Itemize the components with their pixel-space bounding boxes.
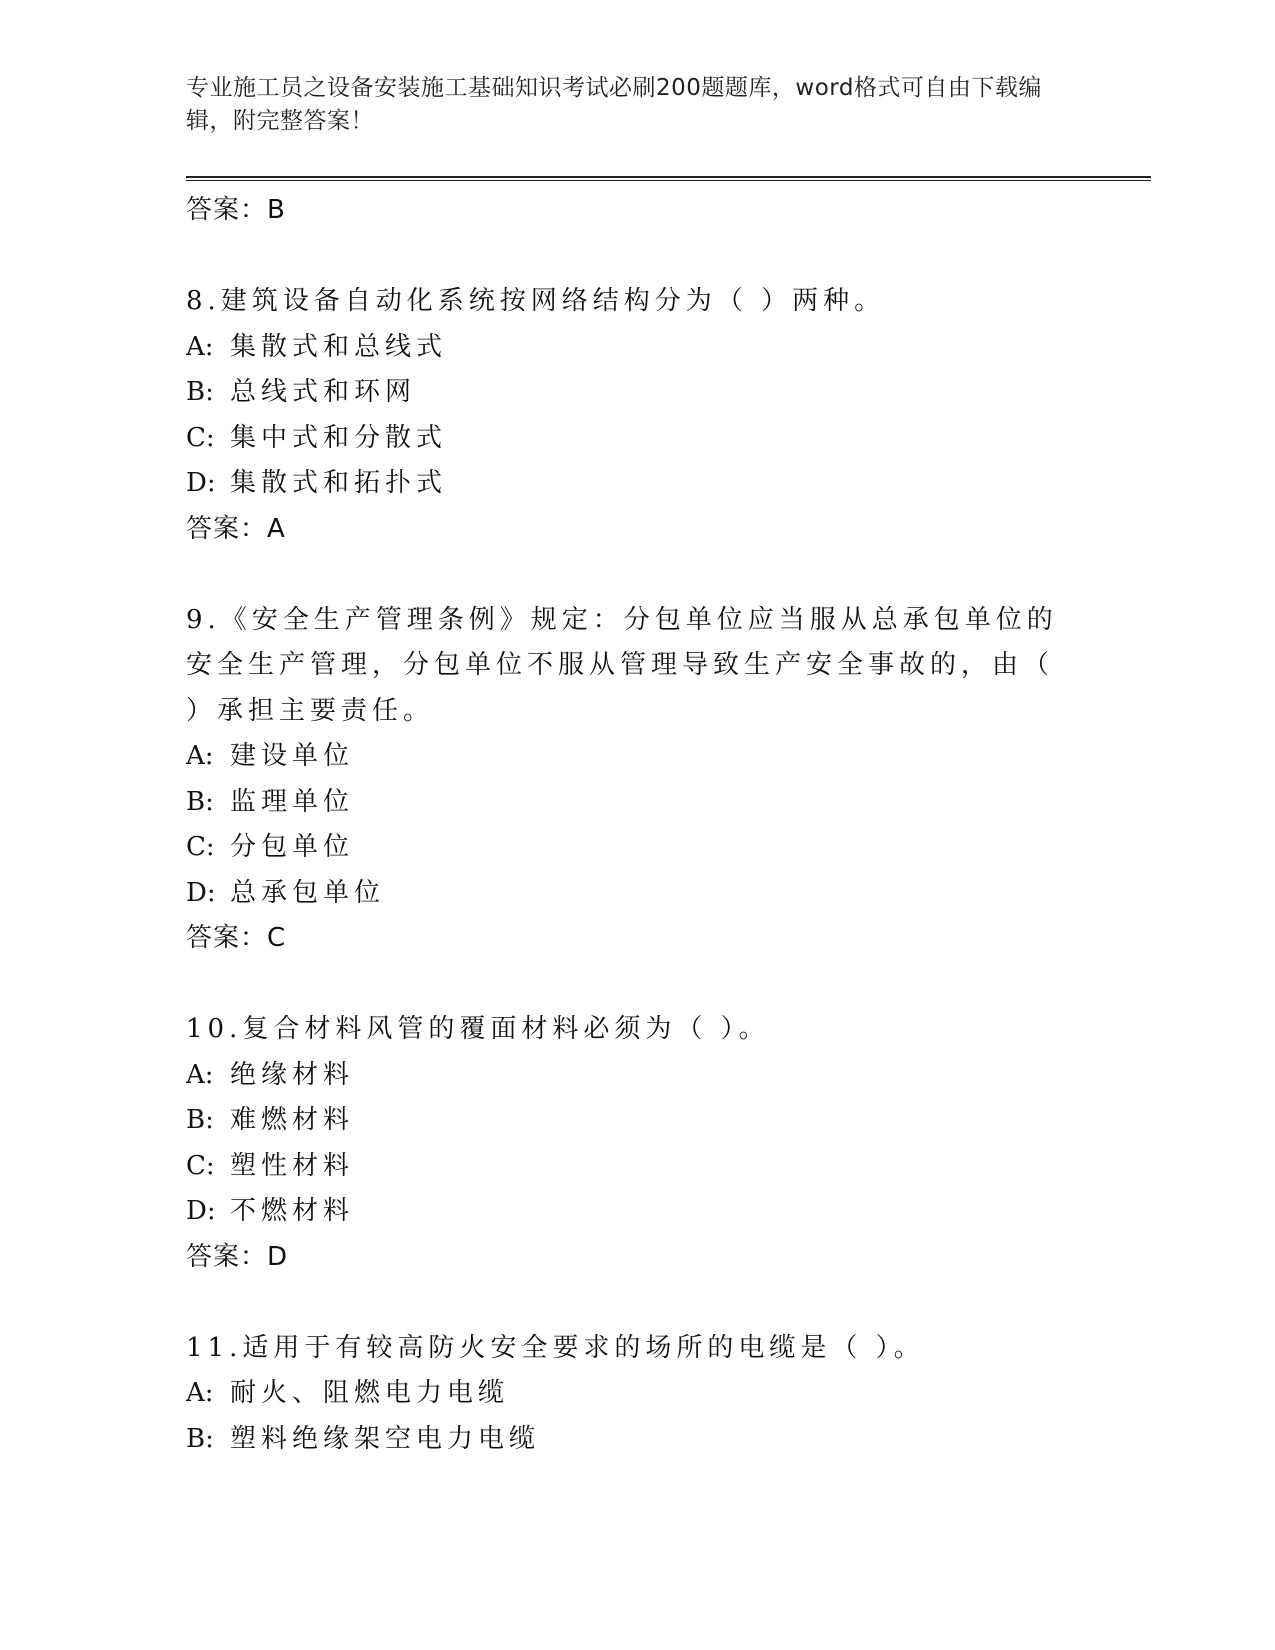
option-d — [186, 871, 1086, 917]
option-text: 难燃材料 — [230, 1105, 355, 1135]
option-key: A: — [186, 1059, 214, 1090]
option-key: C: — [186, 1150, 215, 1181]
question-9 — [186, 598, 1086, 962]
spacer — [186, 1280, 1086, 1326]
header-divider — [186, 176, 1151, 181]
option-b — [186, 370, 1086, 416]
answer-line: 答案：C — [186, 923, 287, 953]
option-text: 塑性材料 — [230, 1150, 355, 1181]
question-11 — [186, 1326, 1086, 1463]
option-c — [186, 416, 1086, 462]
option-a — [186, 325, 1086, 371]
question-8 — [186, 279, 1086, 552]
spacer — [186, 234, 1086, 280]
option-c — [186, 1144, 1086, 1190]
question-stem: 9.《安全生产管理条例》规定：分包单位应当服从总承包单位的安全生产管理，分包单位不服从管理导致生产安全事故的，由（ ）承担主要责任。 — [186, 604, 1058, 726]
option-c — [186, 825, 1086, 871]
option-key: D: — [186, 1196, 216, 1226]
option-key: B: — [186, 1105, 214, 1135]
option-key: B: — [186, 786, 214, 817]
option-text: 集中式和分散式 — [230, 422, 448, 453]
question-10 — [186, 1007, 1086, 1280]
option-a — [186, 1371, 1086, 1417]
option-b — [186, 1098, 1086, 1144]
option-key: C: — [186, 832, 215, 862]
option-b — [186, 780, 1086, 826]
option-text: 总线式和环网 — [230, 377, 417, 407]
question-list — [186, 188, 1086, 1462]
option-key: D: — [186, 468, 216, 498]
option-key: A: — [186, 331, 214, 362]
option-key: A: — [186, 1378, 214, 1408]
option-text: 总承包单位 — [230, 877, 386, 908]
page-header-title: 专业施工员之设备安装施工基础知识考试必刷200题题库，word格式可自由下载编辑，附完整答案！ — [186, 75, 1042, 134]
answer-line: 答案：D — [186, 1241, 289, 1272]
question-stem: 10.复合材料风管的覆面材料必须为（ ）。 — [186, 1014, 770, 1044]
spacer — [186, 962, 1086, 1008]
answer-line: 答案：B — [186, 195, 286, 225]
option-text: 监理单位 — [230, 786, 355, 817]
spacer — [186, 552, 1086, 598]
option-key: B: — [186, 1423, 214, 1454]
option-text: 分包单位 — [230, 832, 355, 862]
answer-line: 答案：A — [186, 513, 286, 544]
option-text: 建设单位 — [230, 741, 355, 771]
option-key: D: — [186, 877, 216, 908]
option-d — [186, 1189, 1086, 1235]
question-stem: 11.适用于有较高防火安全要求的场所的电缆是（ ）。 — [186, 1332, 925, 1363]
option-d — [186, 461, 1086, 507]
option-key: B: — [186, 377, 214, 407]
option-key: C: — [186, 422, 215, 453]
option-b — [186, 1417, 1086, 1463]
option-text: 集散式和拓扑式 — [230, 468, 448, 498]
option-text: 绝缘材料 — [230, 1059, 355, 1090]
option-a — [186, 734, 1086, 780]
option-text: 集散式和总线式 — [230, 331, 448, 362]
option-text: 不燃材料 — [230, 1196, 355, 1226]
option-a — [186, 1053, 1086, 1099]
option-text: 塑料绝缘架空电力电缆 — [230, 1423, 541, 1454]
option-text: 耐火、阻燃电力电缆 — [230, 1378, 510, 1408]
question-stem: 8.建筑设备自动化系统按网络结构分为（ ）两种。 — [186, 286, 886, 316]
option-key: A: — [186, 741, 214, 771]
